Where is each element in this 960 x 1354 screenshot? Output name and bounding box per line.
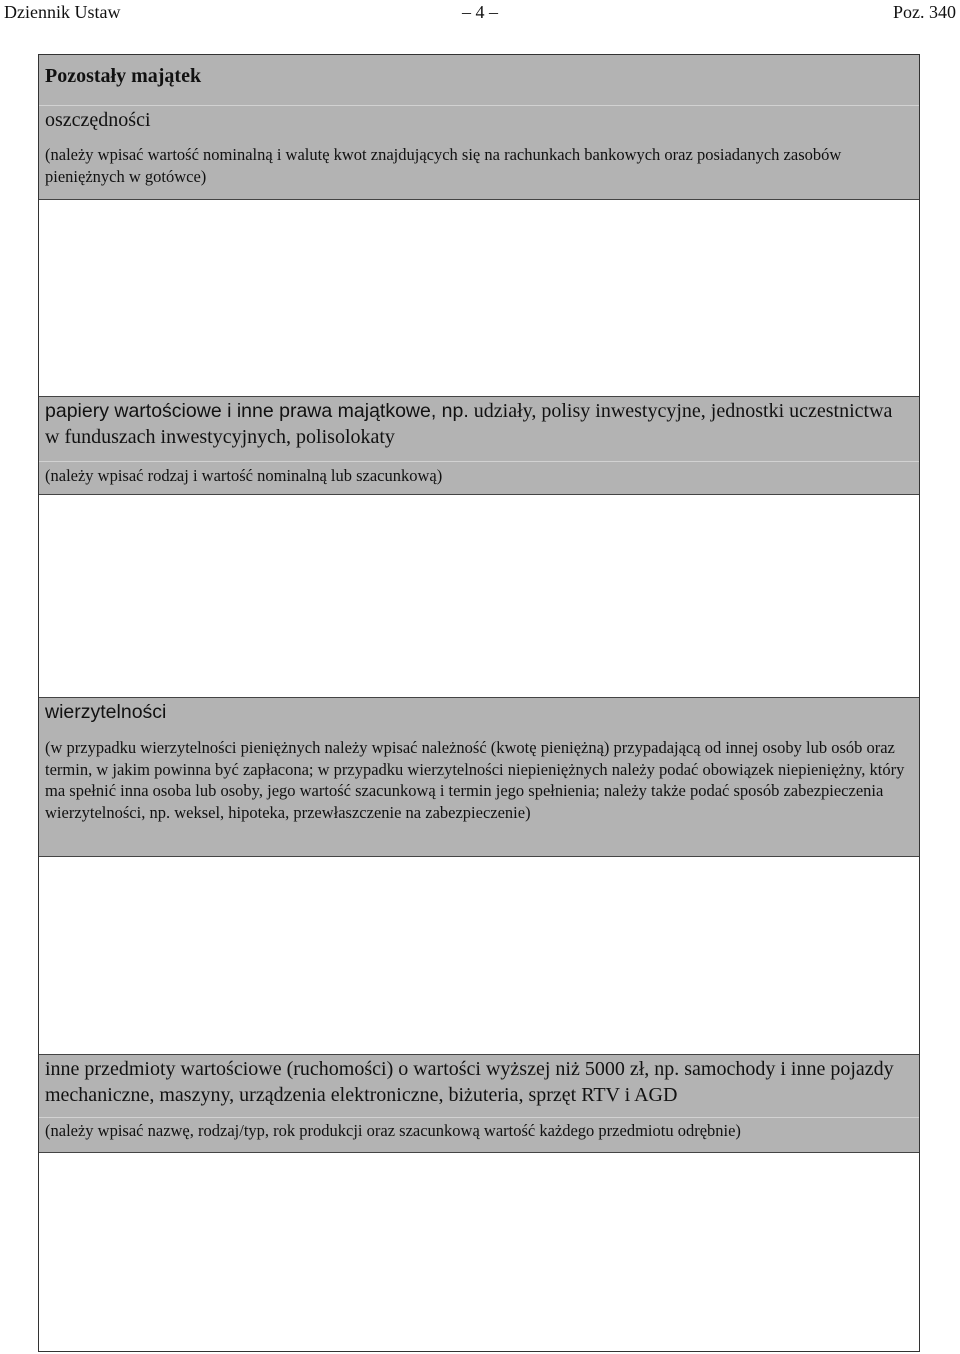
assets-form [38, 54, 920, 1352]
receivables-instruction: (w przypadku wierzytelności pieniężnych należy wpisać należność (kwotę pieniężną) przypadającą od innej osoby lub osób oraz termin, w jakim powinna być zapłacona; w przypadku wierzytelności niepieniężnych należy podać obowiązek niepieniężny, który ma spełnić inna osoba lub osoby, jego wartość szacunkową i termin jego spełnienia; należy także podać sposób zabezpieczenia wierzytelności, np. weksel, hipoteka, przewłaszczenie na zabezpieczenie) [45, 738, 905, 822]
securities-entry-field[interactable] [39, 495, 919, 697]
savings-header [39, 106, 919, 199]
securities-header [39, 397, 919, 494]
savings-title: oszczędności [45, 109, 151, 131]
securities-separator [39, 461, 919, 462]
valuables-entry-field[interactable] [39, 1153, 919, 1351]
receivables-entry-field[interactable] [39, 857, 919, 1054]
securities-title-part2: udziały, polisy inwestycyjne, jednostki uczestnictwa w funduszach inwestycyjnych, polisolokaty [45, 400, 893, 448]
savings-entry-field[interactable] [39, 200, 919, 396]
form-title-band [39, 55, 919, 105]
position-number: Poz. 340 [893, 2, 956, 22]
valuables-instruction: (należy wpisać nazwę, rodzaj/typ, rok produkcji oraz szacunkową wartość każdego przedmiotu odrębnie) [45, 1121, 741, 1140]
valuables-header [39, 1055, 919, 1152]
savings-instruction: (należy wpisać wartość nominalną i walutę kwot znajdujących się na rachunkach bankowych oraz posiadanych zasobów pieniężnych w gotówce) [45, 145, 842, 186]
page-number: – 4 – [462, 2, 498, 22]
valuables-title: inne przedmioty wartościowe (ruchomości) o wartości wyższej niż 5000 zł, np. samochody i inne pojazdy mechaniczne, maszyny, urządzenia elektroniczne, biżuteria, sprzęt RTV i AGD [45, 1058, 894, 1106]
running-header [0, 0, 960, 24]
receivables-title: wierzytelności [45, 701, 167, 723]
receivables-header [39, 698, 919, 856]
securities-title [45, 398, 911, 450]
journal-name: Dziennik Ustaw [4, 2, 121, 22]
valuables-separator [39, 1117, 919, 1118]
form-title: Pozostały majątek [45, 65, 202, 87]
securities-instruction: (należy wpisać rodzaj i wartość nominalną lub szacunkową) [45, 466, 443, 485]
securities-title-part1: papiery wartościowe i inne prawa majątkowe, np. [45, 400, 469, 422]
